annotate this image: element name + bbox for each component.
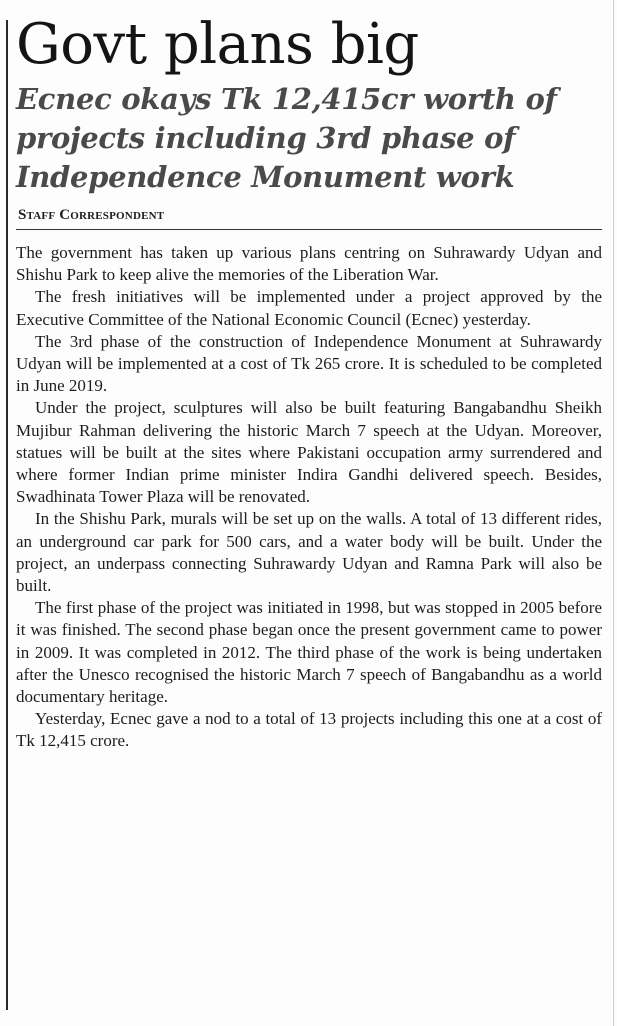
- paragraph-5: In the Shishu Park, murals will be set up on the walls. A total of 13 different rides, an underground car park for 500 cars, and a water body will be built. Under the project, an underpass connecting Suhrawardy Udyan and Ramna Park will also be built.: [16, 509, 602, 596]
- paragraph-2: The fresh initiatives will be implemented under a project approved by the Executive Committee of the National Economic Council (Ecnec) yesterday.: [16, 287, 602, 329]
- paragraph-3: The 3rd phase of the construction of Independence Monument at Suhrawardy Udyan will be implemented at a cost of Tk 265 crore. It is scheduled to be completed in June 2019.: [16, 331, 602, 396]
- subheadline: Ecnec okays Tk 12,415cr worth of projects including 3rd phase of Independence Monument work: [16, 82, 557, 194]
- paragraph-4: Under the project, sculptures will also be built featuring Bangabandhu Sheikh Mujibur Rahman delivering the historic March 7 speech at the Udyan. Moreover, statues will be built at the sites where Pakistani occupation army surrendered and where former Indian prime minister Indira Gandhi delivered speech. Besides, Swadhinata Tower Plaza will be renovated.: [16, 398, 602, 507]
- paragraph-6: The first phase of the project was initiated in 1998, but was stopped in 2005 before it was finished. The second phase began once the present government came to power in 2009. It was completed in 2012. The third phase of the work is being undertaken after the Unesco recognised the historic March 7 speech of Bangabandhu as a world documentary heritage.: [16, 598, 602, 707]
- right-page-edge: [613, 0, 614, 1026]
- paragraph-7: Yesterday, Ecnec gave a nod to a total of 13 projects including this one at a cost of Tk 12,415 crore.: [16, 709, 602, 751]
- article-body: [16, 242, 602, 753]
- byline: Staff Correspondent: [18, 207, 165, 223]
- headline: Govt plans big: [16, 12, 419, 77]
- byline-divider: [16, 229, 602, 230]
- paragraph-1: The government has taken up various plans centring on Suhrawardy Udyan and Shishu Park to keep alive the memories of the Liberation War.: [16, 243, 602, 285]
- left-column-rule: [6, 20, 8, 1010]
- article: [16, 14, 606, 753]
